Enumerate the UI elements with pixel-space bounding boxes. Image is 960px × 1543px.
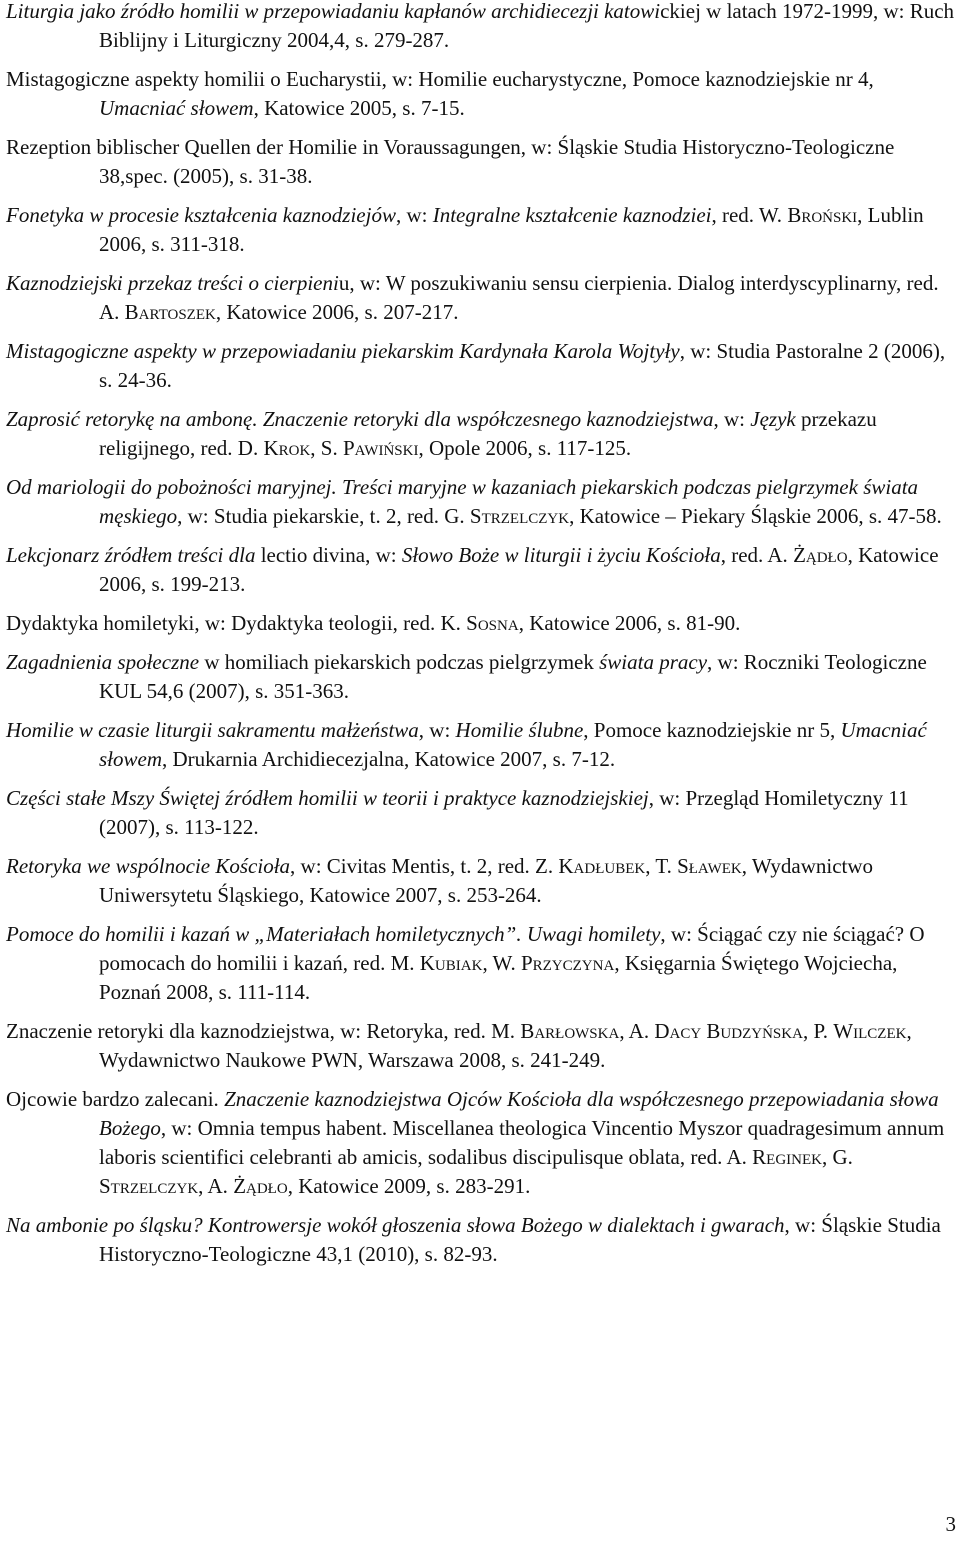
author-name: Dacy Budzyńska (654, 1019, 803, 1043)
entry-text: , T. (645, 854, 678, 878)
author-name: Strzelczyk (99, 1174, 199, 1198)
italic-text: Kaznodziejski przekaz treści o cierpieni (6, 271, 339, 295)
italic-text: Umacniać słowem (99, 718, 927, 771)
italic-text: Homilie w czasie liturgii sakramentu małżeństwa (6, 718, 419, 742)
entry-text: , A. (619, 1019, 655, 1043)
entry-text: , G. (822, 1145, 853, 1169)
entry-text: , w: (395, 203, 433, 227)
author-name: Barłowska (520, 1019, 620, 1043)
entry-text: , Opole 2006, s. 117-125. (418, 436, 632, 460)
entry-text: , Katowice 2006, s. 207-217. (215, 300, 459, 324)
entry-text: Rezeption biblischer Quellen der Homilie in Voraussagungen, w: Śląskie Studia Historyczno-Teologiczne 38,spec. (2005), s. 31-38. (6, 135, 895, 188)
italic-text: Integralne kształcenie kaznodziei (432, 203, 712, 227)
italic-text: Znaczenie kaznodziejstwa Ojców Kościoła dla współczesnego przepowiadania słowa Bożego (99, 1087, 939, 1140)
entry-text: , W. (482, 951, 521, 975)
bibliography-entry (6, 852, 956, 910)
bibliography-entry (6, 1211, 956, 1269)
italic-text: Retoryka we wspólnocie Kościoła (6, 854, 291, 878)
italic-text: Umacniać słowem (99, 96, 254, 120)
bibliography-entry (6, 0, 956, 55)
bibliography-entry (6, 337, 956, 395)
author-name: Żądło (233, 1174, 288, 1198)
entry-text: , S. (310, 436, 343, 460)
entry-text: , w: (713, 407, 751, 431)
bibliography-entry (6, 609, 956, 638)
page-number: 3 (945, 1512, 956, 1536)
entry-text: , Pomoce kaznodziejskie nr 5, (583, 718, 841, 742)
bibliography-entry (6, 405, 956, 463)
entry-text: , P. (802, 1019, 834, 1043)
entry-text: , Katowice 2006, s. 199-213. (99, 543, 939, 596)
bibliography-entry (6, 1085, 956, 1201)
entry-text: , A. (198, 1174, 234, 1198)
entry-text: Znaczenie retoryki dla kaznodziejstwa, w: Retoryka, red. M. (6, 1019, 521, 1043)
entry-text: Ojcowie bardzo zalecani. (6, 1087, 225, 1111)
italic-text: Części stałe Mszy Świętej źródłem homilii w teorii i praktyce kaznodziejskiej (6, 786, 649, 810)
entry-text: , w: Przegląd Homiletyczny 11 (2007), s. 113-122. (99, 786, 909, 839)
entry-text: Mistagogiczne aspekty homilii o Eucharystii, w: Homilie eucharystyczne, Pomoce kaznodziejskie nr 4, (6, 67, 874, 91)
entry-text: , w: Ściągać czy nie ściągać? O pomocach do homilii i kazań, red. M. (99, 922, 925, 975)
author-name: Strzelczyk (469, 504, 570, 528)
entry-text: , w: Studia Pastoralne 2 (2006), s. 24-36. (99, 339, 946, 392)
entry-text: Dydaktyka homiletyki, w: Dydaktyka teologii, red. K. (6, 611, 467, 635)
bibliography-entry (6, 541, 956, 599)
entry-text: , Katowice 2005, s. 7-15. (253, 96, 465, 120)
bibliography-entry (6, 920, 956, 1007)
author-name: Broński (787, 203, 858, 227)
entry-text: , Drukarnia Archidiecezjalna, Katowice 2007, s. 7-12. (162, 747, 616, 771)
author-name: Kubiak (419, 951, 483, 975)
italic-text: Lekcjonarz źródłem treści dla (6, 543, 261, 567)
italic-text: Mistagogiczne aspekty w przepowiadaniu piekarskim Kardynała Karola Wojtyły (6, 339, 680, 363)
bibliography-entry (6, 784, 956, 842)
italic-text: świata pracy (599, 650, 708, 674)
bibliography-entry (6, 269, 956, 327)
author-name: Sławek (677, 854, 742, 878)
entry-text: , w: Śląskie Studia Historyczno-Teologiczne 43,1 (2010), s. 82-93. (99, 1213, 941, 1266)
italic-text: Na ambonie po śląsku? Kontrowersje wokół głoszenia słowa Bożego w dialektach i gwarach (6, 1213, 785, 1237)
italic-text: Od mariologii do pobożności maryjnej. Treści maryjne w kazaniach piekarskich podczas pielgrzymek świata męskiego (6, 475, 919, 528)
italic-text: Zagadnienia społeczne (6, 650, 200, 674)
author-name: Reginek (752, 1145, 822, 1169)
entry-text: , w: Roczniki Teologiczne KUL 54,6 (2007), s. 351-363. (99, 650, 927, 703)
bibliography-list (6, 0, 956, 1279)
italic-text: Słowo Boże w liturgii i życiu Kościoła (401, 543, 721, 567)
bibliography-entry (6, 133, 956, 191)
entry-text: , red. A. (720, 543, 794, 567)
bibliography-entry (6, 473, 956, 531)
bibliography-entry (6, 648, 956, 706)
entry-text: , Księgarnia Świętego Wojciecha, Poznań 2008, s. 111-114. (99, 951, 898, 1004)
author-name: Bartoszek (124, 300, 216, 324)
author-name: Kadłubek (558, 854, 646, 878)
author-name: Sosna (466, 611, 519, 635)
author-name: Krok (263, 436, 311, 460)
entry-text: lectio divina, w: (260, 543, 402, 567)
entry-text: , Wydawnictwo Naukowe PWN, Warszawa 2008, s. 241-249. (99, 1019, 912, 1072)
entry-text: ckiej w latach 1972-1999, w: Ruch Biblijny i Liturgiczny 2004,4, s. 279-287. (99, 0, 955, 52)
author-name: Wilczek (833, 1019, 907, 1043)
italic-text: Język (750, 407, 801, 431)
entry-text: , w: Studia piekarskie, t. 2, red. G. (177, 504, 470, 528)
italic-text: Liturgia jako źródło homilii w przepowiadaniu kapłanów archidiecezji katowi (6, 0, 661, 23)
entry-text: , Lublin 2006, s. 311-318. (99, 203, 924, 256)
entry-text: w homiliach piekarskich podczas pielgrzymek (199, 650, 600, 674)
author-name: Pawiński (342, 436, 419, 460)
italic-text: Pomoce do homilii i kazań w „Materiałach homiletycznych”. Uwagi homilety (6, 922, 661, 946)
italic-text: Fonetyka w procesie kształcenia kaznodziejów (6, 203, 396, 227)
author-name: Żądło (793, 543, 848, 567)
bibliography-entry (6, 65, 956, 123)
author-name: Przyczyna (520, 951, 615, 975)
bibliography-entry (6, 1017, 956, 1075)
bibliography-entry (6, 201, 956, 259)
entry-text: , Katowice – Piekary Śląskie 2006, s. 47-58. (569, 504, 942, 528)
italic-text: Zaprosić retorykę na ambonę. Znaczenie retoryki dla współczesnego kaznodziejstwa (6, 407, 714, 431)
entry-text: , Wydawnictwo Uniwersytetu Śląskiego, Katowice 2007, s. 253-264. (99, 854, 874, 907)
bibliography-entry (6, 716, 956, 774)
entry-text: , red. W. (711, 203, 788, 227)
entry-text: , Katowice 2009, s. 283-291. (287, 1174, 531, 1198)
entry-text: u, w: W poszukiwaniu sensu cierpienia. Dialog interdyscyplinarny, red. A. (99, 271, 939, 324)
entry-text: , Katowice 2006, s. 81-90. (518, 611, 741, 635)
entry-text: , w: Omnia tempus habent. Miscellanea theologica Vincentio Myszor quadragesimum annum laboris scientifici celebranti ab amicis, sodalibus discipulisque oblata, red. A. (99, 1116, 945, 1169)
italic-text: Homilie ślubne (455, 718, 584, 742)
entry-text: , w: Civitas Mentis, t. 2, red. Z. (290, 854, 559, 878)
entry-text: , w: (418, 718, 456, 742)
entry-text: przekazu religijnego, red. D. (99, 407, 877, 460)
